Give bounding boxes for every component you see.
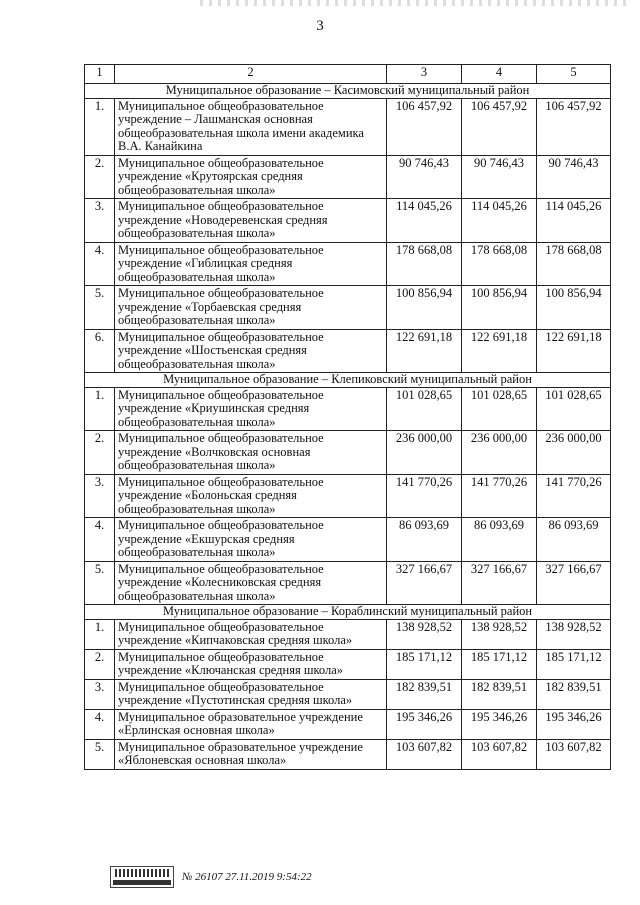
section-header-row bbox=[85, 605, 611, 620]
institution-name bbox=[115, 431, 387, 475]
institution-name-line: общеобразовательная школа» bbox=[118, 545, 276, 559]
section-header-row bbox=[85, 373, 611, 388]
institution-name bbox=[115, 709, 387, 739]
table-row bbox=[85, 242, 611, 286]
institution-name-line: учреждение «Криушинская средняя bbox=[118, 401, 310, 415]
institution-name-line: общеобразовательная школа» bbox=[118, 414, 276, 429]
amount-cell: 103 607,82 bbox=[387, 739, 462, 769]
institution-name-line: Муниципальное общеобразовательное bbox=[118, 679, 324, 694]
document-stamp-icon bbox=[110, 866, 174, 888]
institution-name bbox=[115, 155, 387, 199]
institution-name-line: общеобразовательная школа» bbox=[118, 226, 276, 240]
row-number: 4. bbox=[85, 709, 115, 739]
institution-name-line: «Ерлинская основная школа» bbox=[118, 723, 275, 737]
amount-cell: 114 045,26 bbox=[462, 199, 537, 243]
amount-cell: 86 093,69 bbox=[462, 518, 537, 562]
row-number: 3. bbox=[85, 474, 115, 518]
institution-name bbox=[115, 474, 387, 518]
table-row bbox=[85, 739, 611, 769]
row-number: 1. bbox=[85, 387, 115, 431]
table-row bbox=[85, 329, 611, 373]
column-header: 3 bbox=[387, 65, 462, 84]
institution-name-line: Муниципальное образовательное учреждение bbox=[118, 739, 363, 754]
table-row bbox=[85, 286, 611, 330]
institution-name-line: Муниципальное общеобразовательное bbox=[118, 199, 324, 213]
amount-cell: 195 346,26 bbox=[387, 709, 462, 739]
row-number: 2. bbox=[85, 155, 115, 199]
institution-name-line: общеобразовательная школа» bbox=[118, 458, 276, 472]
table-row bbox=[85, 619, 611, 649]
table-row bbox=[85, 709, 611, 739]
amount-cell: 86 093,69 bbox=[387, 518, 462, 562]
institution-name-line: учреждение «Кипчаковская средняя школа» bbox=[118, 633, 353, 647]
institution-name-line: общеобразовательная школа» bbox=[118, 313, 276, 327]
institution-name-line: Муниципальное образовательное учреждение bbox=[118, 709, 363, 724]
column-header: 1 bbox=[85, 65, 115, 84]
amount-cell: 195 346,26 bbox=[462, 709, 537, 739]
amount-cell: 122 691,18 bbox=[537, 329, 611, 373]
table-row bbox=[85, 387, 611, 431]
amount-cell: 178 668,08 bbox=[462, 242, 537, 286]
institution-name bbox=[115, 387, 387, 431]
scan-artifact bbox=[200, 0, 630, 6]
institution-name-line: учреждение «Екшурская средняя bbox=[118, 531, 295, 546]
institution-name bbox=[115, 242, 387, 286]
table-header-row bbox=[85, 65, 611, 84]
row-number: 4. bbox=[85, 242, 115, 286]
column-header: 2 bbox=[115, 65, 387, 84]
amount-cell: 182 839,51 bbox=[387, 679, 462, 709]
institution-name-line: Муниципальное общеобразовательное bbox=[118, 98, 324, 113]
row-number: 1. bbox=[85, 619, 115, 649]
institution-name-line: общеобразовательная школа» bbox=[118, 269, 276, 284]
institution-name-line: учреждение «Торбаевская средняя bbox=[118, 299, 302, 314]
institution-name-line: учреждение «Ключанская средняя школа» bbox=[118, 663, 344, 677]
institution-name-line: учреждение «Гиблицкая средняя bbox=[118, 256, 293, 270]
section-header-row bbox=[85, 84, 611, 99]
institution-name bbox=[115, 286, 387, 330]
amount-cell: 114 045,26 bbox=[387, 199, 462, 243]
section-title: Муниципальное образование – Клепиковский муниципальный район bbox=[85, 373, 611, 388]
institution-name-line: учреждение «Новодеревенская средняя bbox=[118, 212, 328, 227]
amount-cell: 90 746,43 bbox=[387, 155, 462, 199]
amount-cell: 327 166,67 bbox=[387, 561, 462, 605]
column-header: 4 bbox=[462, 65, 537, 84]
institution-name-line: В.А. Канайкина bbox=[118, 139, 203, 153]
amount-cell: 236 000,00 bbox=[387, 431, 462, 475]
amount-cell: 138 928,52 bbox=[387, 619, 462, 649]
institution-name-line: Муниципальное общеобразовательное bbox=[118, 561, 324, 576]
amount-cell: 122 691,18 bbox=[387, 329, 462, 373]
amount-cell: 106 457,92 bbox=[537, 98, 611, 155]
allocation-table bbox=[84, 64, 611, 770]
table-row bbox=[85, 474, 611, 518]
column-header: 5 bbox=[537, 65, 611, 84]
institution-name-line: общеобразовательная школа» bbox=[118, 182, 276, 197]
registration-info: № 26107 27.11.2019 9:54:22 bbox=[182, 871, 312, 883]
amount-cell: 103 607,82 bbox=[537, 739, 611, 769]
institution-name-line: «Яблоневская основная школа» bbox=[118, 753, 287, 767]
amount-cell: 101 028,65 bbox=[462, 387, 537, 431]
institution-name-line: Муниципальное общеобразовательное bbox=[118, 155, 324, 170]
row-number: 2. bbox=[85, 649, 115, 679]
amount-cell: 182 839,51 bbox=[537, 679, 611, 709]
amount-cell: 178 668,08 bbox=[537, 242, 611, 286]
amount-cell: 195 346,26 bbox=[537, 709, 611, 739]
amount-cell: 236 000,00 bbox=[537, 431, 611, 475]
table-row bbox=[85, 199, 611, 243]
amount-cell: 122 691,18 bbox=[462, 329, 537, 373]
institution-name-line: Муниципальное общеобразовательное bbox=[118, 518, 324, 532]
institution-name-line: Муниципальное общеобразовательное bbox=[118, 387, 324, 402]
amount-cell: 101 028,65 bbox=[387, 387, 462, 431]
amount-cell: 100 856,94 bbox=[537, 286, 611, 330]
amount-cell: 114 045,26 bbox=[537, 199, 611, 243]
institution-name-line: Муниципальное общеобразовательное bbox=[118, 431, 324, 445]
amount-cell: 90 746,43 bbox=[462, 155, 537, 199]
section-title: Муниципальное образование – Касимовский муниципальный район bbox=[85, 84, 611, 99]
section-title: Муниципальное образование – Кораблинский муниципальный район bbox=[85, 605, 611, 620]
institution-name bbox=[115, 329, 387, 373]
institution-name bbox=[115, 679, 387, 709]
institution-name-line: Муниципальное общеобразовательное bbox=[118, 329, 324, 344]
institution-name-line: учреждение «Волчковская основная bbox=[118, 444, 311, 459]
row-number: 5. bbox=[85, 561, 115, 605]
institution-name-line: Муниципальное общеобразовательное bbox=[118, 242, 324, 257]
table-row bbox=[85, 518, 611, 562]
amount-cell: 86 093,69 bbox=[537, 518, 611, 562]
institution-name bbox=[115, 98, 387, 155]
amount-cell: 185 171,12 bbox=[387, 649, 462, 679]
amount-cell: 90 746,43 bbox=[537, 155, 611, 199]
amount-cell: 106 457,92 bbox=[387, 98, 462, 155]
institution-name-line: Муниципальное общеобразовательное bbox=[118, 286, 324, 300]
institution-name-line: общеобразовательная школа имени академика bbox=[118, 125, 364, 140]
row-number: 3. bbox=[85, 199, 115, 243]
row-number: 4. bbox=[85, 518, 115, 562]
institution-name-line: общеобразовательная школа» bbox=[118, 588, 276, 603]
amount-cell: 141 770,26 bbox=[387, 474, 462, 518]
row-number: 1. bbox=[85, 98, 115, 155]
institution-name bbox=[115, 619, 387, 649]
document-footer bbox=[110, 866, 312, 888]
institution-name-line: Муниципальное общеобразовательное bbox=[118, 649, 324, 664]
amount-cell: 327 166,67 bbox=[537, 561, 611, 605]
row-number: 5. bbox=[85, 286, 115, 330]
table-row bbox=[85, 431, 611, 475]
amount-cell: 106 457,92 bbox=[462, 98, 537, 155]
institution-name-line: общеобразовательная школа» bbox=[118, 501, 276, 516]
amount-cell: 101 028,65 bbox=[537, 387, 611, 431]
table-row bbox=[85, 649, 611, 679]
table-row bbox=[85, 155, 611, 199]
institution-name bbox=[115, 649, 387, 679]
amount-cell: 141 770,26 bbox=[462, 474, 537, 518]
institution-name-line: учреждение «Болоньская средняя bbox=[118, 488, 297, 502]
table-row bbox=[85, 561, 611, 605]
institution-name-line: учреждение – Лашманская основная bbox=[118, 112, 313, 126]
institution-name bbox=[115, 518, 387, 562]
amount-cell: 138 928,52 bbox=[537, 619, 611, 649]
amount-cell: 182 839,51 bbox=[462, 679, 537, 709]
table-row bbox=[85, 98, 611, 155]
amount-cell: 327 166,67 bbox=[462, 561, 537, 605]
institution-name-line: учреждение «Шостьенская средняя bbox=[118, 343, 307, 357]
amount-cell: 103 607,82 bbox=[462, 739, 537, 769]
row-number: 5. bbox=[85, 739, 115, 769]
row-number: 3. bbox=[85, 679, 115, 709]
amount-cell: 185 171,12 bbox=[537, 649, 611, 679]
amount-cell: 185 171,12 bbox=[462, 649, 537, 679]
page-number: 3 bbox=[316, 18, 324, 34]
row-number: 6. bbox=[85, 329, 115, 373]
institution-name-line: Муниципальное общеобразовательное bbox=[118, 619, 324, 634]
institution-name-line: учреждение «Пустотинская средняя школа» bbox=[118, 693, 353, 707]
institution-name bbox=[115, 199, 387, 243]
institution-name-line: Муниципальное общеобразовательное bbox=[118, 474, 324, 489]
institution-name-line: общеобразовательная школа» bbox=[118, 356, 276, 371]
table-row bbox=[85, 679, 611, 709]
institution-name bbox=[115, 739, 387, 769]
amount-cell: 138 928,52 bbox=[462, 619, 537, 649]
amount-cell: 141 770,26 bbox=[537, 474, 611, 518]
amount-cell: 100 856,94 bbox=[462, 286, 537, 330]
institution-name-line: учреждение «Крутоярская средняя bbox=[118, 169, 303, 183]
institution-name bbox=[115, 561, 387, 605]
amount-cell: 100 856,94 bbox=[387, 286, 462, 330]
row-number: 2. bbox=[85, 431, 115, 475]
amount-cell: 178 668,08 bbox=[387, 242, 462, 286]
amount-cell: 236 000,00 bbox=[462, 431, 537, 475]
institution-name-line: учреждение «Колесниковская средняя bbox=[118, 575, 322, 589]
